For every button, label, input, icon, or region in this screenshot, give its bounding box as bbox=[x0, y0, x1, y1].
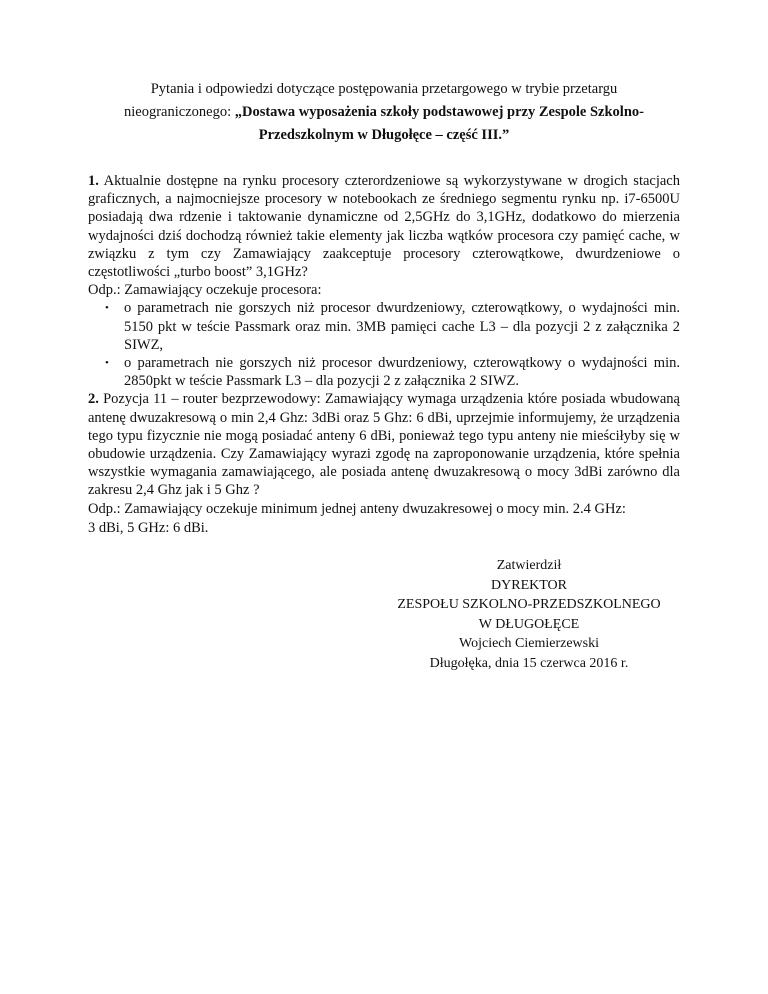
title-line-3-bold: Przedszkolnym w Długołęce – część III.” bbox=[258, 127, 510, 143]
question-2-number: 2. bbox=[88, 391, 99, 408]
question-1-number: 1. bbox=[88, 173, 99, 189]
answer-2-line-1: Odp.: Zamawiający oczekuje minimum jednej anteny dwuzakresowej o mocy min. 2.4 GHz: bbox=[88, 500, 626, 517]
signature-org-line-1: ZESPOŁU SZKOLNO-PRZEDSZKOLNEGO bbox=[397, 597, 661, 612]
signature-org-line-2: W DŁUGOŁĘCE bbox=[478, 616, 580, 632]
bullet-icon: • bbox=[105, 357, 109, 370]
question-1-text: Aktualnie dostępne na rynku procesory czterordzeniowe są wykorzystywane w drogich stacjach graficznych, a najmocniejsze procesory w notebookach ze średniego segmentu rynku np. i7-6500U posiadają dwa rdzenie i taktowanie dynamiczne od 2,5GHz do 3,1GHz, dodatkowo do mierzenia wydajności dziś dochodzą również takie elementy jak liczba wątków procesora czy pamięć cache, w związku z tym czy Zamawiający zaakceptuje procesory czterowątkowe, dwurdzeniowe o częstotliwości „turbo boost” 3,1GHz? bbox=[88, 173, 680, 281]
answer-1-list bbox=[88, 299, 680, 390]
answer-1-bullet-item bbox=[88, 299, 680, 354]
answer-2-line-2: 3 dBi, 5 GHz: 6 dBi. bbox=[88, 519, 209, 536]
title-line-2 bbox=[96, 101, 672, 124]
signature-block bbox=[384, 556, 674, 673]
title-line-2-bold: „Dostawa wyposażenia szkoły podstawowej przy Zespole Szkolno- bbox=[234, 104, 644, 120]
signature-name: Wojciech Ciemierzewski bbox=[459, 636, 599, 651]
signature-approved: Zatwierdził bbox=[496, 558, 562, 573]
signature-role: DYREKTOR bbox=[491, 577, 567, 593]
answer-1-bullet-item bbox=[88, 354, 680, 390]
bullet-icon: • bbox=[105, 302, 109, 315]
answer-1-intro: Odp.: Zamawiający oczekuje procesora: bbox=[88, 282, 322, 299]
document-title bbox=[96, 78, 672, 147]
answer-1-bullet-text: o parametrach nie gorszych niż procesor dwurdzeniowy, czterowątkowy o wydajności min. 2850pkt w teście Passmark L3 – dla pozycji 2 z załącznika 2 SIWZ. bbox=[124, 355, 680, 390]
question-2-text: Pozycja 11 – router bezprzewodowy: Zamawiający wymaga urządzenia które posiada wbudowaną antenę dwuzakresową o min 2,4 Ghz: 3dBi oraz 5 Ghz: 6 dBi, uprzejmie informujemy, że urządzenia tego typu fizycznie nie mogą posiadać anteny 6 dBi, ponieważ tego typu anteny nie mieściłyby się w obudowie urządzenia. Czy Zamawiający wyrazi zgodę na zaproponowanie urządzenia, które spełnia wszystkie wymagania zamawiającego, ale posiada antenę dwuzakresową o mocy 3dBi zarówno dla zakresu 2,4 Ghz jak i 5 Ghz ? bbox=[88, 391, 680, 499]
answer-1-bullet-text: o parametrach nie gorszych niż procesor dwurdzeniowy, czterowątkowy, o wydajności min. 5150 pkt w teście Passmark oraz min. 3MB pamięci cache L3 – dla pozycji 2 z załącznika 2 SIWZ, bbox=[124, 300, 680, 353]
title-line-2-prefix: nieograniczonego: bbox=[124, 104, 235, 120]
document-body bbox=[88, 172, 680, 538]
question-1 bbox=[88, 172, 680, 281]
signature-date: Długołęka, dnia 15 czerwca 2016 r. bbox=[429, 655, 629, 671]
question-2 bbox=[88, 390, 680, 499]
title-line-3 bbox=[96, 124, 672, 147]
title-line-1: Pytania i odpowiedzi dotyczące postępowania przetargowego w trybie przetargu bbox=[150, 81, 618, 97]
